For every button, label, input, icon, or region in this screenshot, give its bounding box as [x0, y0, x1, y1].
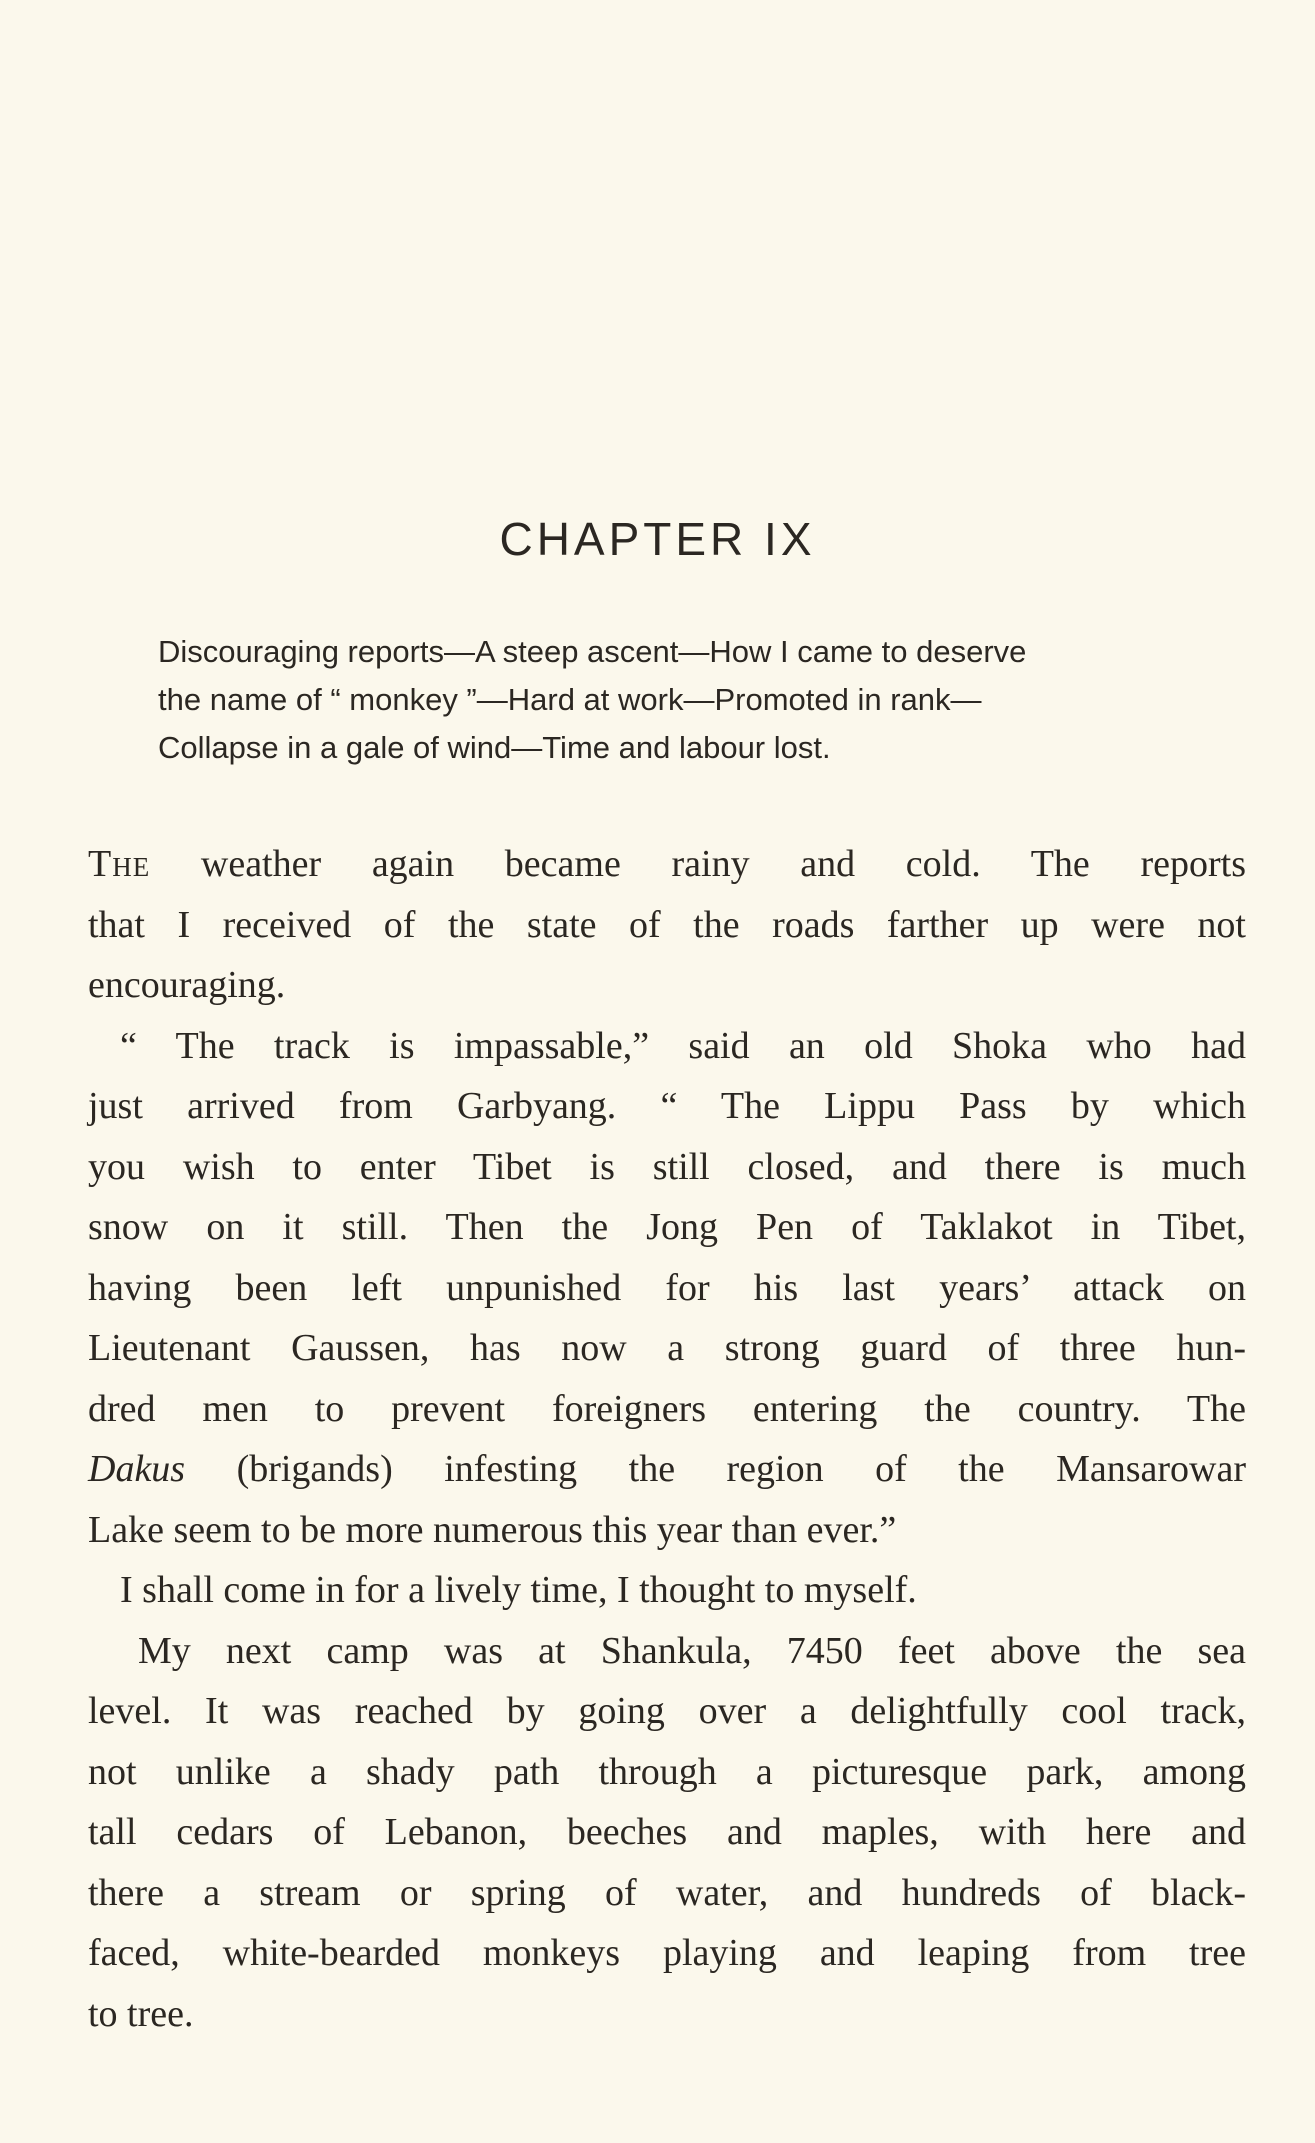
body-line: “ The track is impassable,” said an old Shoka who had	[120, 1024, 1246, 1067]
body-line: I shall come in for a lively time, I thought to myself.	[120, 1569, 917, 1611]
synopsis-line: Discouraging reports—A steep ascent—How I came to deserve	[158, 634, 1027, 669]
body-line: encouraging.	[88, 964, 286, 1006]
body-line: tall cedars of Lebanon, beeches and maples, with here and	[88, 1811, 1246, 1853]
body-line: just arrived from Garbyang. “ The Lippu Pass by which	[88, 1085, 1246, 1127]
body-line: dred men to prevent foreigners entering the country. The	[88, 1387, 1246, 1430]
body-line: Lake seem to be more numerous this year than ever.”	[88, 1508, 897, 1551]
body-line: Lieutenant Gaussen, has now a strong guard of three hun-	[88, 1327, 1246, 1369]
italic-term: Dakus	[88, 1448, 186, 1490]
chapter-synopsis	[158, 628, 1178, 772]
body-line: there a stream or spring of water, and hundreds of black-	[88, 1871, 1246, 1914]
body-line: level. It was reached by going over a delightfully cool track,	[88, 1690, 1246, 1732]
body-line: not unlike a shady path through a picturesque park, among	[88, 1750, 1246, 1793]
body-line: snow on it still. Then the Jong Pen of Taklakot in Tibet,	[88, 1206, 1246, 1248]
body-line-text: weather again became rainy and cold. The reports	[150, 843, 1246, 885]
synopsis-line: the name of “ monkey ”—Hard at work—Promoted in rank—	[158, 682, 982, 717]
body-line: to tree.	[88, 1992, 194, 2035]
chapter-title: CHAPTER IX	[499, 513, 816, 565]
chapter-body	[88, 834, 1246, 2044]
body-line: My next camp was at Shankula, 7450 feet above the sea	[138, 1629, 1246, 1672]
body-line: having been left unpunished for his last years’ attack on	[88, 1266, 1246, 1309]
body-line: you wish to enter Tibet is still closed, and there is much	[88, 1145, 1246, 1188]
synopsis-line: Collapse in a gale of wind—Time and labour lost.	[158, 730, 831, 765]
body-line: that I received of the state of the roads farther up were not	[88, 903, 1246, 946]
body-line-text: (brigands) infesting the region of the Mansarowar	[185, 1448, 1246, 1490]
paragraph-lead-word: The	[88, 843, 151, 885]
body-line	[88, 834, 1246, 895]
body-line: faced, white-bearded monkeys playing and leaping from tree	[88, 1932, 1246, 1974]
body-line	[88, 1439, 1246, 1500]
